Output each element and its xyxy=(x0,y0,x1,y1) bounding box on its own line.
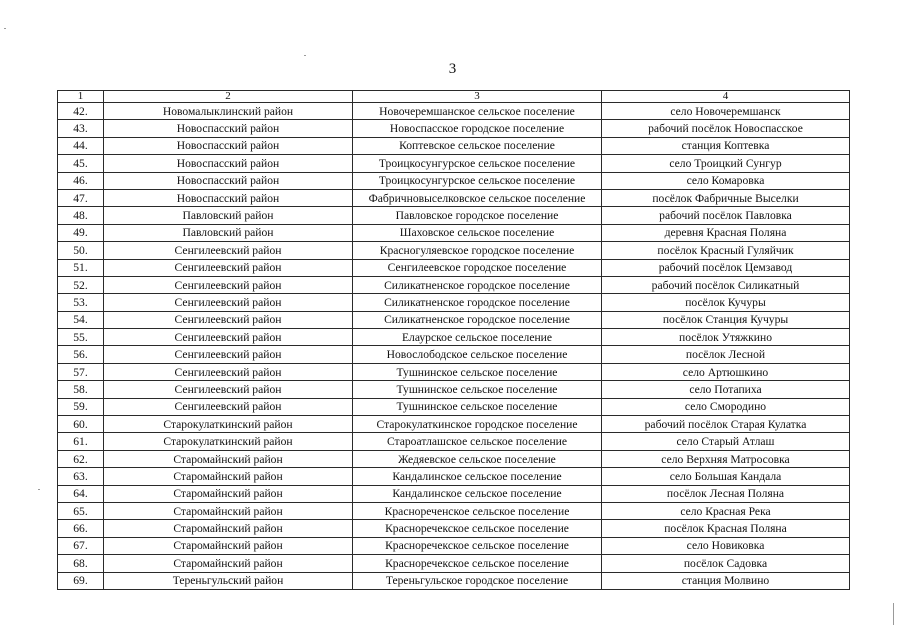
center-cell: село Красная Река xyxy=(602,502,850,519)
row-number-cell: 58. xyxy=(58,381,104,398)
center-cell: село Большая Кандала xyxy=(602,468,850,485)
row-number-cell: 69. xyxy=(58,572,104,589)
table-row xyxy=(58,259,850,276)
table-row xyxy=(58,207,850,224)
table-row xyxy=(58,537,850,554)
center-cell: посёлок Кучуры xyxy=(602,294,850,311)
settlement-cell: Шаховское сельское поселение xyxy=(353,224,602,241)
row-number-cell: 67. xyxy=(58,537,104,554)
center-cell: село Комаровка xyxy=(602,172,850,189)
row-number-cell: 56. xyxy=(58,346,104,363)
center-cell: рабочий посёлок Старая Кулатка xyxy=(602,416,850,433)
header-cell-2: 2 xyxy=(104,91,353,103)
row-number-cell: 52. xyxy=(58,276,104,293)
center-cell: село Троицкий Сунгур xyxy=(602,155,850,172)
settlement-cell: Красноречекское сельское поселение xyxy=(353,537,602,554)
center-cell: село Старый Атлаш xyxy=(602,433,850,450)
settlement-cell: Старокулаткинское городское поселение xyxy=(353,416,602,433)
header-cell-3: 3 xyxy=(353,91,602,103)
table-row xyxy=(58,468,850,485)
settlement-cell: Красноречекское сельское поселение xyxy=(353,520,602,537)
settlement-cell: Краснореченское сельское поселение xyxy=(353,502,602,519)
row-number-cell: 60. xyxy=(58,416,104,433)
district-cell: Сенгилеевский район xyxy=(104,329,353,346)
district-cell: Павловский район xyxy=(104,207,353,224)
center-cell: село Новочеремшанск xyxy=(602,103,850,120)
district-cell: Тереньгульский район xyxy=(104,572,353,589)
scan-mark xyxy=(304,55,306,56)
center-cell: посёлок Фабричные Выселки xyxy=(602,189,850,206)
table-row xyxy=(58,572,850,589)
district-cell: Новоспасский район xyxy=(104,137,353,154)
table-row xyxy=(58,450,850,467)
row-number-cell: 45. xyxy=(58,155,104,172)
row-number-cell: 54. xyxy=(58,311,104,328)
settlement-cell: Новоспасское городское поселение xyxy=(353,120,602,137)
settlement-cell: Тушнинское сельское поселение xyxy=(353,363,602,380)
table-row xyxy=(58,381,850,398)
header-row xyxy=(58,91,850,103)
scan-mark xyxy=(4,28,6,29)
district-cell: Сенгилеевский район xyxy=(104,381,353,398)
center-cell: посёлок Станция Кучуры xyxy=(602,311,850,328)
center-cell: рабочий посёлок Цемзавод xyxy=(602,259,850,276)
table-row xyxy=(58,276,850,293)
table-row xyxy=(58,329,850,346)
settlement-cell: Красногуляевское городское поселение xyxy=(353,242,602,259)
row-number-cell: 46. xyxy=(58,172,104,189)
center-cell: рабочий посёлок Силикатный xyxy=(602,276,850,293)
district-cell: Старомайнский район xyxy=(104,520,353,537)
table-row xyxy=(58,433,850,450)
table-row xyxy=(58,294,850,311)
row-number-cell: 57. xyxy=(58,363,104,380)
row-number-cell: 62. xyxy=(58,450,104,467)
table-row xyxy=(58,242,850,259)
scan-mark xyxy=(38,489,40,490)
row-number-cell: 51. xyxy=(58,259,104,276)
center-cell: станция Коптевка xyxy=(602,137,850,154)
district-cell: Новоспасский район xyxy=(104,120,353,137)
row-number-cell: 66. xyxy=(58,520,104,537)
district-cell: Старокулаткинский район xyxy=(104,416,353,433)
table-row xyxy=(58,311,850,328)
table-row xyxy=(58,520,850,537)
scan-mark xyxy=(893,603,894,625)
settlement-cell: Павловское городское поселение xyxy=(353,207,602,224)
district-cell: Новомалыклинский район xyxy=(104,103,353,120)
settlement-cell: Жедяевское сельское поселение xyxy=(353,450,602,467)
center-cell: рабочий посёлок Павловка xyxy=(602,207,850,224)
settlement-cell: Троицкосунгурское сельское поселение xyxy=(353,172,602,189)
district-cell: Старомайнский район xyxy=(104,555,353,572)
settlement-cell: Коптевское сельское поселение xyxy=(353,137,602,154)
settlement-cell: Сенгилеевское городское поселение xyxy=(353,259,602,276)
district-cell: Сенгилеевский район xyxy=(104,259,353,276)
center-cell: посёлок Утяжкино xyxy=(602,329,850,346)
center-cell: село Новиковка xyxy=(602,537,850,554)
row-number-cell: 59. xyxy=(58,398,104,415)
settlements-table xyxy=(57,90,850,590)
district-cell: Новоспасский район xyxy=(104,189,353,206)
row-number-cell: 47. xyxy=(58,189,104,206)
district-cell: Старомайнский район xyxy=(104,468,353,485)
settlement-cell: Тушнинское сельское поселение xyxy=(353,381,602,398)
center-cell: посёлок Лесной xyxy=(602,346,850,363)
table-row xyxy=(58,555,850,572)
center-cell: посёлок Садовка xyxy=(602,555,850,572)
settlement-cell: Кандалинское сельское поселение xyxy=(353,485,602,502)
settlement-cell: Фабричновыселковское сельское поселение xyxy=(353,189,602,206)
row-number-cell: 48. xyxy=(58,207,104,224)
district-cell: Сенгилеевский район xyxy=(104,363,353,380)
row-number-cell: 68. xyxy=(58,555,104,572)
center-cell: село Верхняя Матросовка xyxy=(602,450,850,467)
table-row xyxy=(58,416,850,433)
district-cell: Сенгилеевский район xyxy=(104,294,353,311)
row-number-cell: 42. xyxy=(58,103,104,120)
table-row xyxy=(58,172,850,189)
settlement-cell: Силикатненское городское поселение xyxy=(353,294,602,311)
header-cell-4: 4 xyxy=(602,91,850,103)
district-cell: Сенгилеевский район xyxy=(104,242,353,259)
district-cell: Новоспасский район xyxy=(104,172,353,189)
table-row xyxy=(58,189,850,206)
header-cell-1: 1 xyxy=(58,91,104,103)
center-cell: село Артюшкино xyxy=(602,363,850,380)
settlement-cell: Силикатненское городское поселение xyxy=(353,276,602,293)
district-cell: Старомайнский район xyxy=(104,450,353,467)
center-cell: станция Молвино xyxy=(602,572,850,589)
district-cell: Сенгилеевский район xyxy=(104,311,353,328)
table-row xyxy=(58,103,850,120)
row-number-cell: 49. xyxy=(58,224,104,241)
center-cell: посёлок Лесная Поляна xyxy=(602,485,850,502)
settlement-cell: Тушнинское сельское поселение xyxy=(353,398,602,415)
settlement-cell: Красноречекское сельское поселение xyxy=(353,555,602,572)
table-row xyxy=(58,155,850,172)
table-row xyxy=(58,363,850,380)
table-row xyxy=(58,224,850,241)
district-cell: Павловский район xyxy=(104,224,353,241)
row-number-cell: 55. xyxy=(58,329,104,346)
district-cell: Старокулаткинский район xyxy=(104,433,353,450)
district-cell: Новоспасский район xyxy=(104,155,353,172)
settlement-cell: Кандалинское сельское поселение xyxy=(353,468,602,485)
row-number-cell: 44. xyxy=(58,137,104,154)
table-row xyxy=(58,346,850,363)
district-cell: Сенгилеевский район xyxy=(104,346,353,363)
table-row xyxy=(58,120,850,137)
page-number: 3 xyxy=(448,61,457,77)
settlement-cell: Новослободское сельское поселение xyxy=(353,346,602,363)
row-number-cell: 61. xyxy=(58,433,104,450)
district-cell: Старомайнский район xyxy=(104,537,353,554)
row-number-cell: 43. xyxy=(58,120,104,137)
settlement-cell: Елаурское сельское поселение xyxy=(353,329,602,346)
table-row xyxy=(58,137,850,154)
table-row xyxy=(58,398,850,415)
district-cell: Сенгилеевский район xyxy=(104,398,353,415)
table-row xyxy=(58,485,850,502)
district-cell: Старомайнский район xyxy=(104,485,353,502)
district-cell: Старомайнский район xyxy=(104,502,353,519)
center-cell: село Потапиха xyxy=(602,381,850,398)
settlement-cell: Новочеремшанское сельское поселение xyxy=(353,103,602,120)
row-number-cell: 65. xyxy=(58,502,104,519)
settlement-cell: Силикатненское городское поселение xyxy=(353,311,602,328)
center-cell: посёлок Красная Поляна xyxy=(602,520,850,537)
row-number-cell: 50. xyxy=(58,242,104,259)
settlement-cell: Староатлашское сельское поселение xyxy=(353,433,602,450)
table-row xyxy=(58,502,850,519)
row-number-cell: 53. xyxy=(58,294,104,311)
row-number-cell: 64. xyxy=(58,485,104,502)
settlement-cell: Тереньгульское городское поселение xyxy=(353,572,602,589)
district-cell: Сенгилеевский район xyxy=(104,276,353,293)
center-cell: посёлок Красный Гуляйчик xyxy=(602,242,850,259)
row-number-cell: 63. xyxy=(58,468,104,485)
center-cell: рабочий посёлок Новоспасское xyxy=(602,120,850,137)
center-cell: деревня Красная Поляна xyxy=(602,224,850,241)
settlement-cell: Троицкосунгурское сельское поселение xyxy=(353,155,602,172)
center-cell: село Смородино xyxy=(602,398,850,415)
